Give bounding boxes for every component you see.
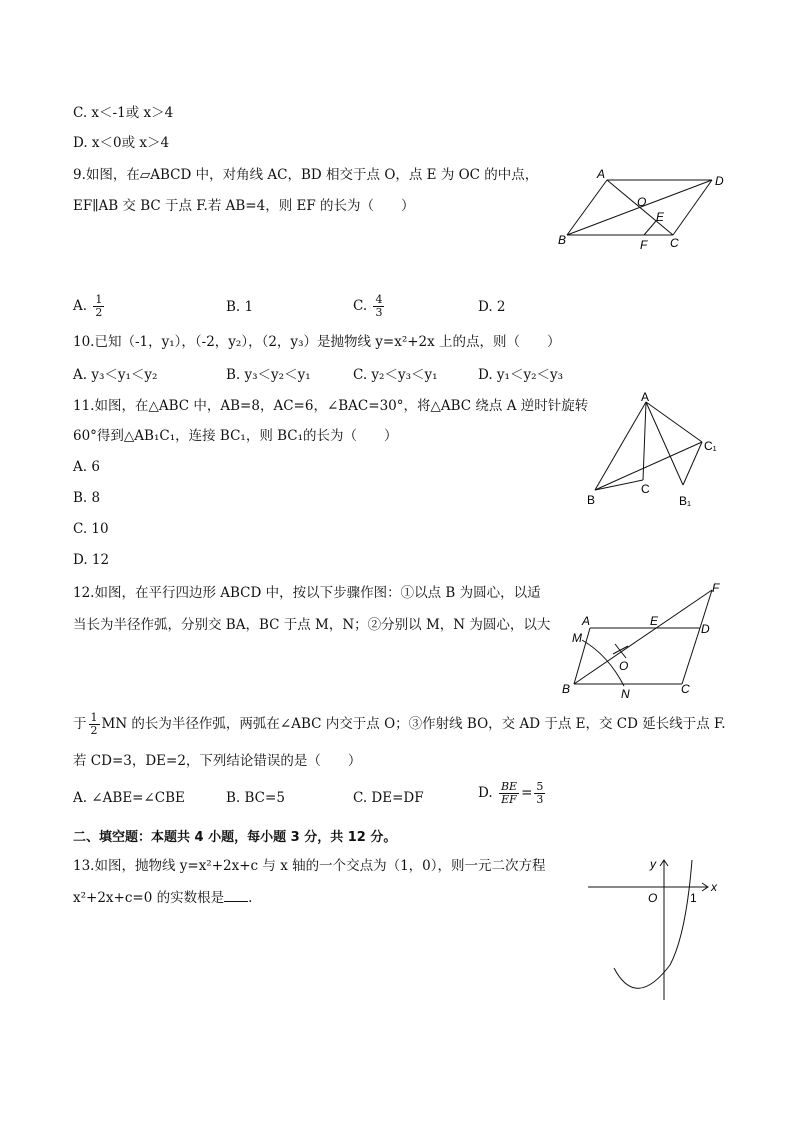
q9-option-c-fraction: $\frac{4}{3}$ <box>375 293 383 319</box>
q13-stem-line1: 13.如图，抛物线 y=x²+2x+c 与 x 轴的一个交点为（1，0），则一元二次方程 <box>73 858 546 874</box>
q11-label-b1: B₁ <box>679 494 692 508</box>
q12-label-n: N <box>621 687 630 701</box>
q11-figure-rotated-triangles <box>580 392 730 512</box>
q11-edge-ab <box>595 402 646 490</box>
q13-parabola-curve <box>614 860 692 988</box>
q12-stem-line3 <box>73 712 726 737</box>
q9-edge-ab <box>567 180 607 235</box>
q13-answer-blank[interactable] <box>224 889 248 902</box>
q9-option-a-label: A. <box>73 298 88 314</box>
q11-option-a: A. 6 <box>73 459 100 475</box>
q12-label-a: A <box>582 614 591 628</box>
q11-option-b: B. 8 <box>73 490 101 506</box>
q11-edge-ab1 <box>646 402 683 485</box>
q9-label-c: C <box>670 236 679 250</box>
q13-label-origin: O <box>648 891 658 905</box>
q11-label-a: A <box>641 392 650 404</box>
q9-stem-line1: 9.如图，在▱ABCD 中，对角线 AC，BD 相交于点 O，点 E 为 OC 的中点， <box>73 167 539 183</box>
q9-option-c <box>353 294 386 319</box>
q9-option-a-fraction: $\frac{1}{2}$ <box>95 293 103 319</box>
q9-stem-line2: EF∥AB 交 BC 于点 F.若 AB=4，则 EF 的长为（ ） <box>73 198 415 214</box>
q11-stem-line1: 11.如图，在△ABC 中，AB=8，AC=6，∠BAC=30°，将△ABC 绕点 A 逆时针旋转 <box>73 398 589 414</box>
q12-label-f: F <box>712 581 720 595</box>
q12-arc-o1 <box>615 644 626 658</box>
q8-option-d: D. x＜0或 x＞4 <box>73 135 170 151</box>
q12-line3-suffix: MN 的长为半径作弧，两弧在∠ABC 内交于点 O；③作射线 BO，交 AD 于点 E，交 CD 延长线于点 F. <box>101 716 726 732</box>
q9-option-d: D. 2 <box>478 299 506 315</box>
q10-stem: 10.已知（-1，y₁），（-2，y₂），（2，y₃）是抛物线 y=x²+2x 上的点，则（ ） <box>73 334 561 350</box>
q12-option-c: C. DE=DF <box>353 790 424 806</box>
q12-stem-line2: 当长为半径作弧，分别交 BA，BC 于点 M，N；②分别以 M，N 为圆心，以大 <box>73 617 551 633</box>
q11-edge-bc <box>595 480 643 490</box>
q12-figure-parallelogram-construction <box>560 580 730 705</box>
q12-line3-prefix: 于 <box>73 716 87 732</box>
q9-label-e: E <box>656 210 665 224</box>
q9-option-b: B. 1 <box>226 299 254 315</box>
q12-label-e: E <box>650 614 659 628</box>
q9-edge-cd <box>673 180 712 235</box>
q9-label-f: F <box>640 238 648 252</box>
q10-option-b: B. y₃＜y₂＜y₁ <box>226 367 311 383</box>
q9-label-a: A <box>597 167 606 181</box>
q12-option-d-fraction-left: $\frac{BE}{EF}$ <box>500 780 518 806</box>
q12-label-o: O <box>619 659 629 673</box>
q9-label-d: D <box>715 174 724 188</box>
section-heading-fill-in: 二、填空题：本题共 4 小题，每小题 3 分，共 12 分。 <box>73 830 397 845</box>
q10-option-d: D. y₁＜y₂＜y₃ <box>478 367 564 383</box>
q10-option-c: C. y₂＜y₃＜y₁ <box>353 367 438 383</box>
q13-label-x: x <box>711 880 717 894</box>
q13-period: . <box>248 890 253 906</box>
q13-label-y: y <box>650 857 656 871</box>
q12-half-fraction: $\frac{1}{2}$ <box>90 711 98 737</box>
q9-option-a <box>73 294 106 319</box>
q13-equation: x²+2x+c=0 的实数根是 <box>73 890 225 906</box>
q11-label-b: B <box>587 493 596 507</box>
q12-option-a: A. ∠ABE=∠CBE <box>73 790 185 806</box>
q13-label-one: 1 <box>690 891 697 905</box>
q12-ray-bf <box>574 590 712 684</box>
q12-option-d <box>478 781 547 806</box>
q12-label-m: M <box>572 631 582 645</box>
q11-stem-line2: 60°得到△AB₁C₁，连接 BC₁，则 BC₁的长为（ ） <box>73 428 398 444</box>
q12-option-d-fraction-right: $\frac{5}{3}$ <box>536 780 544 806</box>
q12-stem-line4: 若 CD=3，DE=2，下列结论错误的是（ ） <box>73 753 362 769</box>
q12-option-d-equals: = <box>521 785 533 801</box>
q13-stem-line2 <box>73 889 252 907</box>
q9-segment-ef <box>644 221 656 235</box>
q9-label-o: O <box>637 195 647 209</box>
q8-option-c: C. x＜-1或 x＞4 <box>73 105 174 121</box>
q10-option-a: A. y₃＜y₁＜y₂ <box>73 367 158 383</box>
q12-option-b: B. BC=5 <box>226 790 285 806</box>
q12-label-d: D <box>701 622 710 636</box>
q12-edge-cd <box>682 628 700 684</box>
q11-edge-b1c1 <box>683 442 702 485</box>
q13-figure-parabola-graph <box>580 850 730 1005</box>
q12-option-d-label: D. <box>478 785 493 801</box>
q9-label-b: B <box>558 233 567 247</box>
q11-option-d: D. 12 <box>73 552 110 568</box>
q11-option-c: C. 10 <box>73 521 109 537</box>
q9-figure-parallelogram <box>555 165 735 255</box>
q9-option-c-label: C. <box>353 298 368 314</box>
q12-label-c: C <box>681 682 690 696</box>
q12-stem-line1: 12.如图，在平行四边形 ABCD 中，按以下步骤作图：①以点 B 为圆心，以适 <box>73 585 541 601</box>
q12-label-b: B <box>562 682 571 696</box>
q11-label-c1: C₁ <box>704 439 717 453</box>
q11-label-c: C <box>641 482 650 496</box>
